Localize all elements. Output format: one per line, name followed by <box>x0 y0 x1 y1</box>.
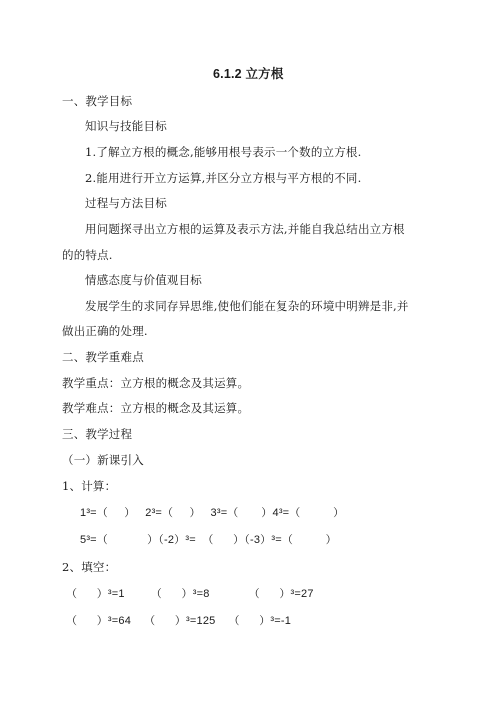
section3-sub-heading: （一）新课引入 <box>62 453 144 467</box>
emotion-text-line2: 做出正确的处理. <box>62 324 148 338</box>
section1-heading: 一、教学目标 <box>62 94 133 108</box>
process-text-line2: 的的特点. <box>62 248 113 262</box>
section2-heading: 二、教学重难点 <box>62 350 144 364</box>
section3-heading: 三、教学过程 <box>62 427 133 441</box>
knowledge-heading: 知识与技能目标 <box>85 119 167 133</box>
question2-label: 2、填空： <box>62 560 117 574</box>
question1-label: 1、计算： <box>62 479 117 493</box>
difficulty: 教学难点：立方根的概念及其运算。 <box>62 401 250 415</box>
key-point: 教学重点：立方根的概念及其运算。 <box>62 376 250 390</box>
question2-row2: （ ）³=64 （ ）³=125 （ ）³=-1 <box>66 615 292 627</box>
question2-row1: （ ）³=1 （ ）³=8 （ ）³=27 <box>66 588 314 600</box>
knowledge-item-2: 2.能用进行开立方运算,并区分立方根与平方根的不同. <box>85 171 362 185</box>
document-title: 6.1.2 立方根 <box>213 67 284 81</box>
question1-row1: 1³=（ ） 2³=（ ） 3³=（ ）4³=（ ） <box>80 507 345 519</box>
knowledge-item-1: 1.了解立方根的概念,能够用根号表示一个数的立方根. <box>85 145 362 159</box>
emotion-heading: 情感态度与价值观目标 <box>85 273 202 287</box>
process-heading: 过程与方法目标 <box>85 196 167 210</box>
process-text-line1: 用问题探寻出立方根的运算及表示方法,并能自我总结出立方根 <box>85 222 405 236</box>
question1-row2: 5³=（ ）（-2）³= （ ）（-3）³=（ ） <box>80 534 337 546</box>
emotion-text-line1: 发展学生的求同存异思维,使他们能在复杂的环境中明辨是非,并 <box>85 299 409 313</box>
